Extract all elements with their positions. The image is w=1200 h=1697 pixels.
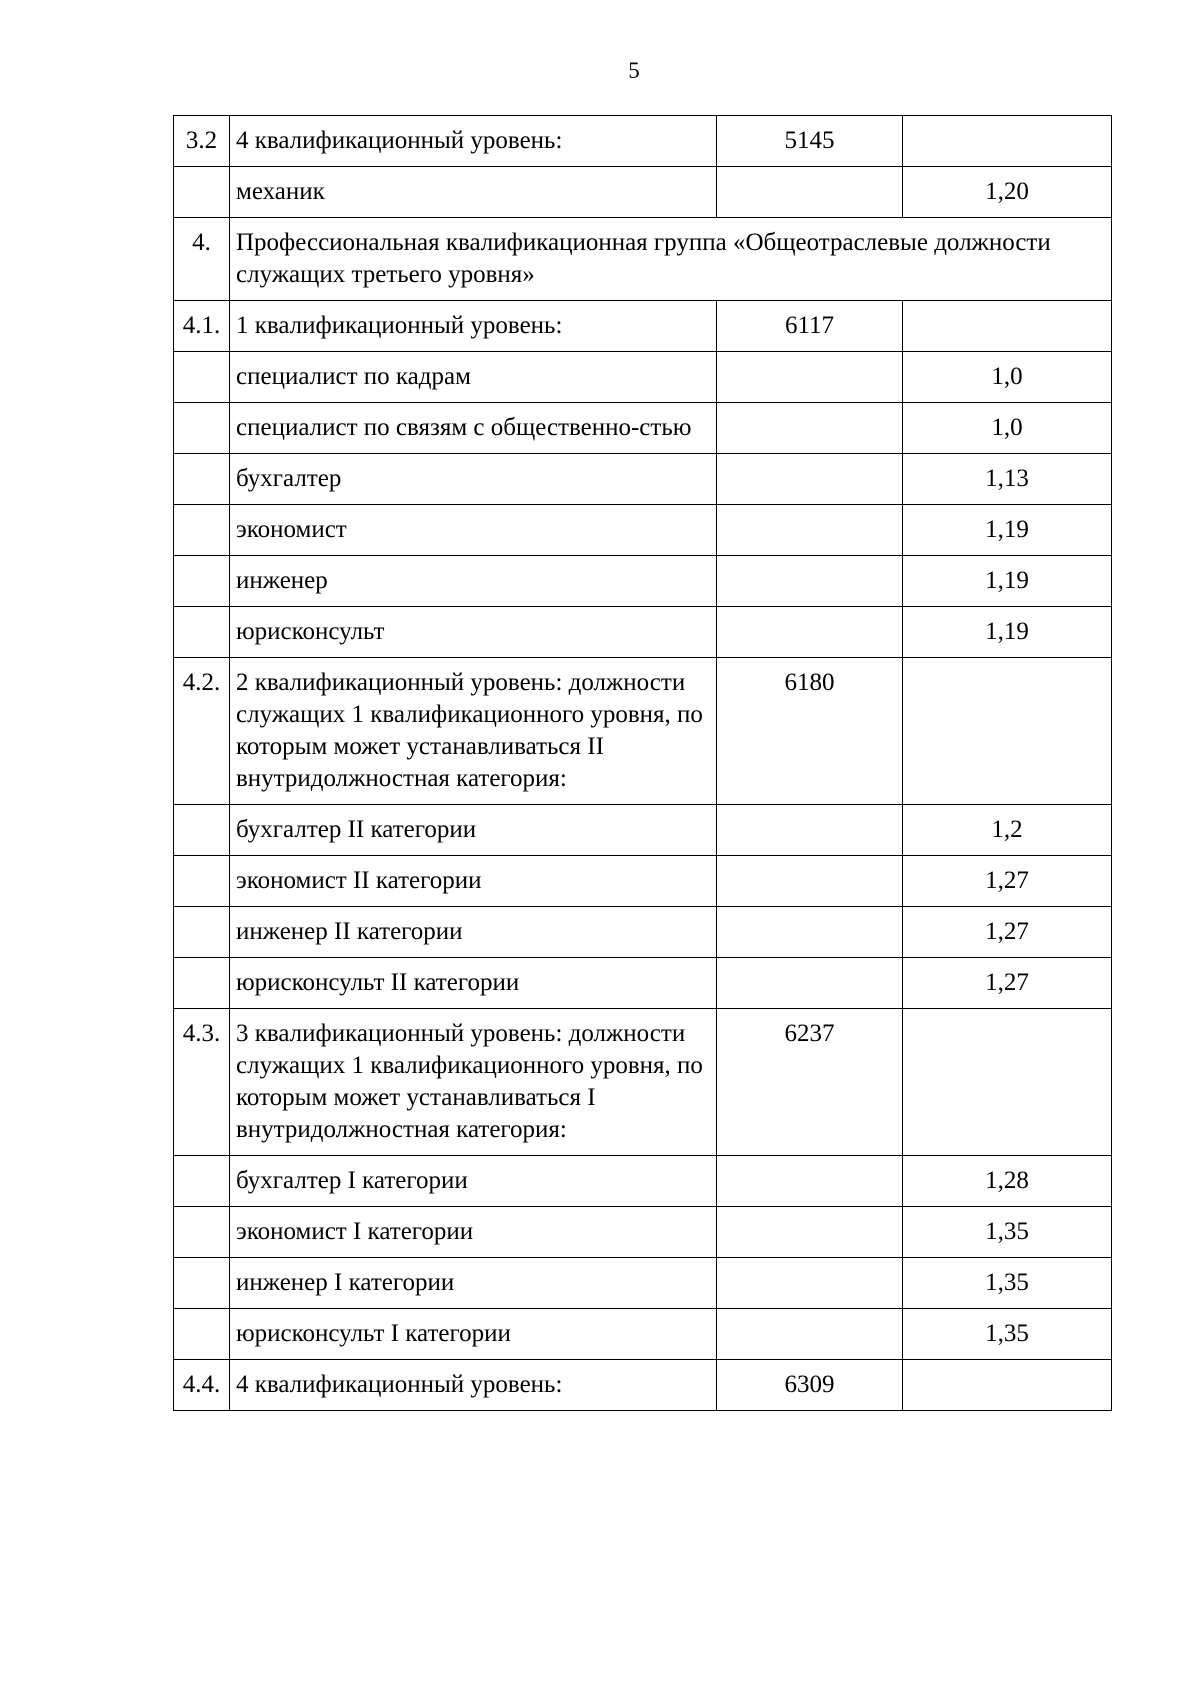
row-number	[174, 556, 230, 607]
row-number: 4.3.	[174, 1009, 230, 1156]
table-row	[174, 658, 1112, 805]
row-name: 2 квалификационный уровень: должности служащих 1 квалификационного уровня, по которым может устанавливаться II внутридолжностная категория:	[230, 658, 717, 805]
row-code	[717, 1258, 903, 1309]
table-row	[174, 1258, 1112, 1309]
row-coefficient: 1,0	[903, 403, 1112, 454]
row-code	[717, 352, 903, 403]
row-coefficient	[903, 301, 1112, 352]
row-number: 4.1.	[174, 301, 230, 352]
row-code	[717, 1309, 903, 1360]
row-coefficient	[903, 1360, 1112, 1411]
row-code: 5145	[717, 116, 903, 167]
row-number: 4.4.	[174, 1360, 230, 1411]
table-row	[174, 301, 1112, 352]
row-number	[174, 958, 230, 1009]
group-title: Профессиональная квалификационная группа «Общеотраслевые должности служащих третьего уровня»	[230, 218, 1112, 301]
row-number: 4.	[174, 218, 230, 301]
row-number	[174, 1207, 230, 1258]
table-row	[174, 1207, 1112, 1258]
row-name: юрисконсульт II категории	[230, 958, 717, 1009]
row-name: 3 квалификационный уровень: должности служащих 1 квалификационного уровня, по которым может устанавливаться I внутридолжностная категория:	[230, 1009, 717, 1156]
table-row	[174, 805, 1112, 856]
qualification-table	[173, 115, 1112, 1411]
row-name: 1 квалификационный уровень:	[230, 301, 717, 352]
row-number	[174, 1309, 230, 1360]
table-row	[174, 907, 1112, 958]
row-coefficient: 1,13	[903, 454, 1112, 505]
row-number	[174, 505, 230, 556]
row-coefficient: 1,27	[903, 856, 1112, 907]
table-row	[174, 958, 1112, 1009]
row-coefficient: 1,35	[903, 1309, 1112, 1360]
row-coefficient: 1,28	[903, 1156, 1112, 1207]
table-row	[174, 167, 1112, 218]
row-coefficient: 1,2	[903, 805, 1112, 856]
row-coefficient: 1,35	[903, 1207, 1112, 1258]
row-coefficient: 1,19	[903, 505, 1112, 556]
row-code: 6180	[717, 658, 903, 805]
row-code	[717, 907, 903, 958]
row-number	[174, 856, 230, 907]
row-number	[174, 1156, 230, 1207]
page-number: 5	[628, 58, 640, 83]
row-number: 4.2.	[174, 658, 230, 805]
table-row	[174, 556, 1112, 607]
table-row	[174, 352, 1112, 403]
row-number	[174, 454, 230, 505]
row-coefficient: 1,0	[903, 352, 1112, 403]
row-name: 4 квалификационный уровень:	[230, 1360, 717, 1411]
row-number	[174, 805, 230, 856]
row-name: бухгалтер II категории	[230, 805, 717, 856]
row-code	[717, 805, 903, 856]
row-code	[717, 505, 903, 556]
row-number	[174, 907, 230, 958]
row-code: 6309	[717, 1360, 903, 1411]
table-row	[174, 856, 1112, 907]
table-row	[174, 1156, 1112, 1207]
row-name: экономист	[230, 505, 717, 556]
row-name: инженер I категории	[230, 1258, 717, 1309]
row-code	[717, 958, 903, 1009]
row-coefficient	[903, 1009, 1112, 1156]
row-coefficient	[903, 116, 1112, 167]
table-row	[174, 403, 1112, 454]
row-name: специалист по связям с общественно-стью	[230, 403, 717, 454]
table-row	[174, 505, 1112, 556]
row-name: механик	[230, 167, 717, 218]
row-name: 4 квалификационный уровень:	[230, 116, 717, 167]
row-coefficient: 1,27	[903, 958, 1112, 1009]
row-name: бухгалтер	[230, 454, 717, 505]
row-name: экономист I категории	[230, 1207, 717, 1258]
table-row	[174, 607, 1112, 658]
table-row-group	[174, 218, 1112, 301]
row-number	[174, 403, 230, 454]
table-row	[174, 454, 1112, 505]
row-code: 6237	[717, 1009, 903, 1156]
table-row	[174, 1309, 1112, 1360]
table-row	[174, 1360, 1112, 1411]
row-code	[717, 454, 903, 505]
row-code	[717, 1156, 903, 1207]
row-coefficient: 1,35	[903, 1258, 1112, 1309]
row-name: юрисконсульт I категории	[230, 1309, 717, 1360]
table-row	[174, 116, 1112, 167]
table-row	[174, 1009, 1112, 1156]
row-name: инженер	[230, 556, 717, 607]
row-number	[174, 1258, 230, 1309]
row-code: 6117	[717, 301, 903, 352]
row-name: специалист по кадрам	[230, 352, 717, 403]
row-coefficient: 1,19	[903, 556, 1112, 607]
row-code	[717, 607, 903, 658]
row-coefficient: 1,20	[903, 167, 1112, 218]
row-name: инженер II категории	[230, 907, 717, 958]
row-code	[717, 403, 903, 454]
row-name: экономист II категории	[230, 856, 717, 907]
row-code	[717, 167, 903, 218]
row-number	[174, 352, 230, 403]
row-number	[174, 167, 230, 218]
row-number: 3.2	[174, 116, 230, 167]
row-code	[717, 1207, 903, 1258]
row-coefficient: 1,27	[903, 907, 1112, 958]
row-name: юрисконсульт	[230, 607, 717, 658]
row-number	[174, 607, 230, 658]
row-coefficient	[903, 658, 1112, 805]
row-coefficient: 1,19	[903, 607, 1112, 658]
row-code	[717, 556, 903, 607]
row-code	[717, 856, 903, 907]
row-name: бухгалтер I категории	[230, 1156, 717, 1207]
